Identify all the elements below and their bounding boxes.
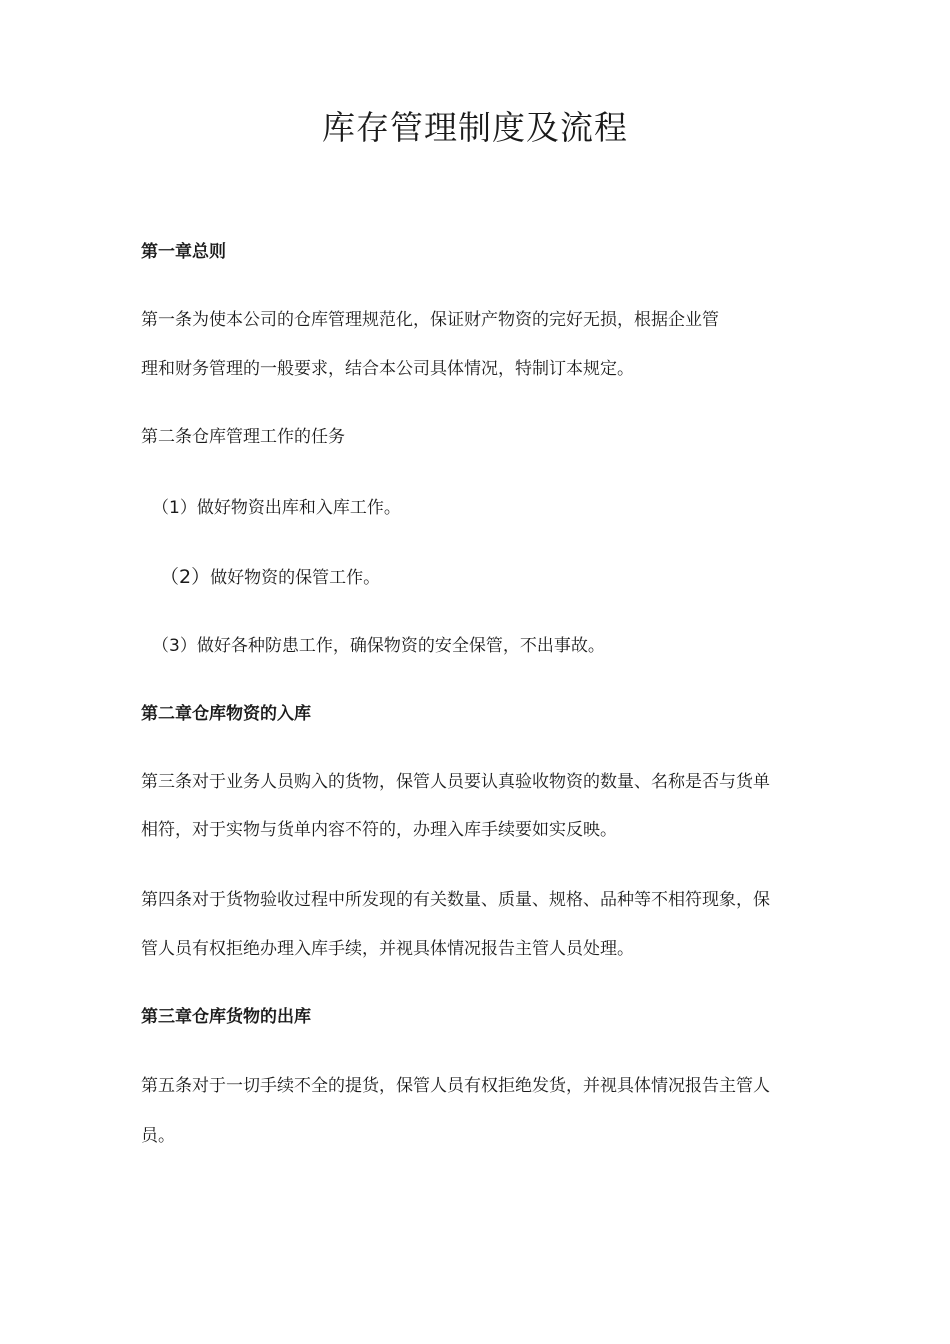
list-item-2-text: 做好物资的保管工作。 xyxy=(210,568,381,588)
list-item-3: （3）做好各种防患工作，确保物资的安全保管，不出事故。 xyxy=(152,636,605,656)
chapter-1-heading: 第一章总则 xyxy=(141,242,226,262)
chapter-3-heading: 第三章仓库货物的出库 xyxy=(141,1007,311,1027)
article-1-line-2: 理和财务管理的一般要求，结合本公司具体情况，特制订本规定。 xyxy=(141,359,634,379)
chapter-2-heading: 第二章仓库物资的入库 xyxy=(141,704,311,724)
list-item-2-number: （2） xyxy=(160,566,211,588)
article-5-line-1: 第五条对于一切手续不全的提货，保管人员有权拒绝发货，并视具体情况报告主管人 xyxy=(141,1076,770,1096)
article-4-line-1: 第四条对于货物验收过程中所发现的有关数量、质量、规格、品种等不相符现象，保 xyxy=(141,890,770,910)
article-5-line-2: 员。 xyxy=(141,1126,175,1146)
article-3-line-1: 第三条对于业务人员购入的货物，保管人员要认真验收物资的数量、名称是否与货单 xyxy=(141,772,770,792)
article-2-heading: 第二条仓库管理工作的任务 xyxy=(141,427,345,447)
article-3-line-2: 相符，对于实物与货单内容不符的，办理入库手续要如实反映。 xyxy=(141,820,617,840)
document-title: 库存管理制度及流程 xyxy=(322,108,628,147)
article-1-line-1: 第一条为使本公司的仓库管理规范化，保证财产物资的完好无损，根据企业管 xyxy=(141,310,719,330)
list-item-2 xyxy=(160,565,380,590)
list-item-1: （1）做好物资出库和入库工作。 xyxy=(152,498,401,518)
article-4-line-2: 管人员有权拒绝办理入库手续，并视具体情况报告主管人员处理。 xyxy=(141,939,634,959)
